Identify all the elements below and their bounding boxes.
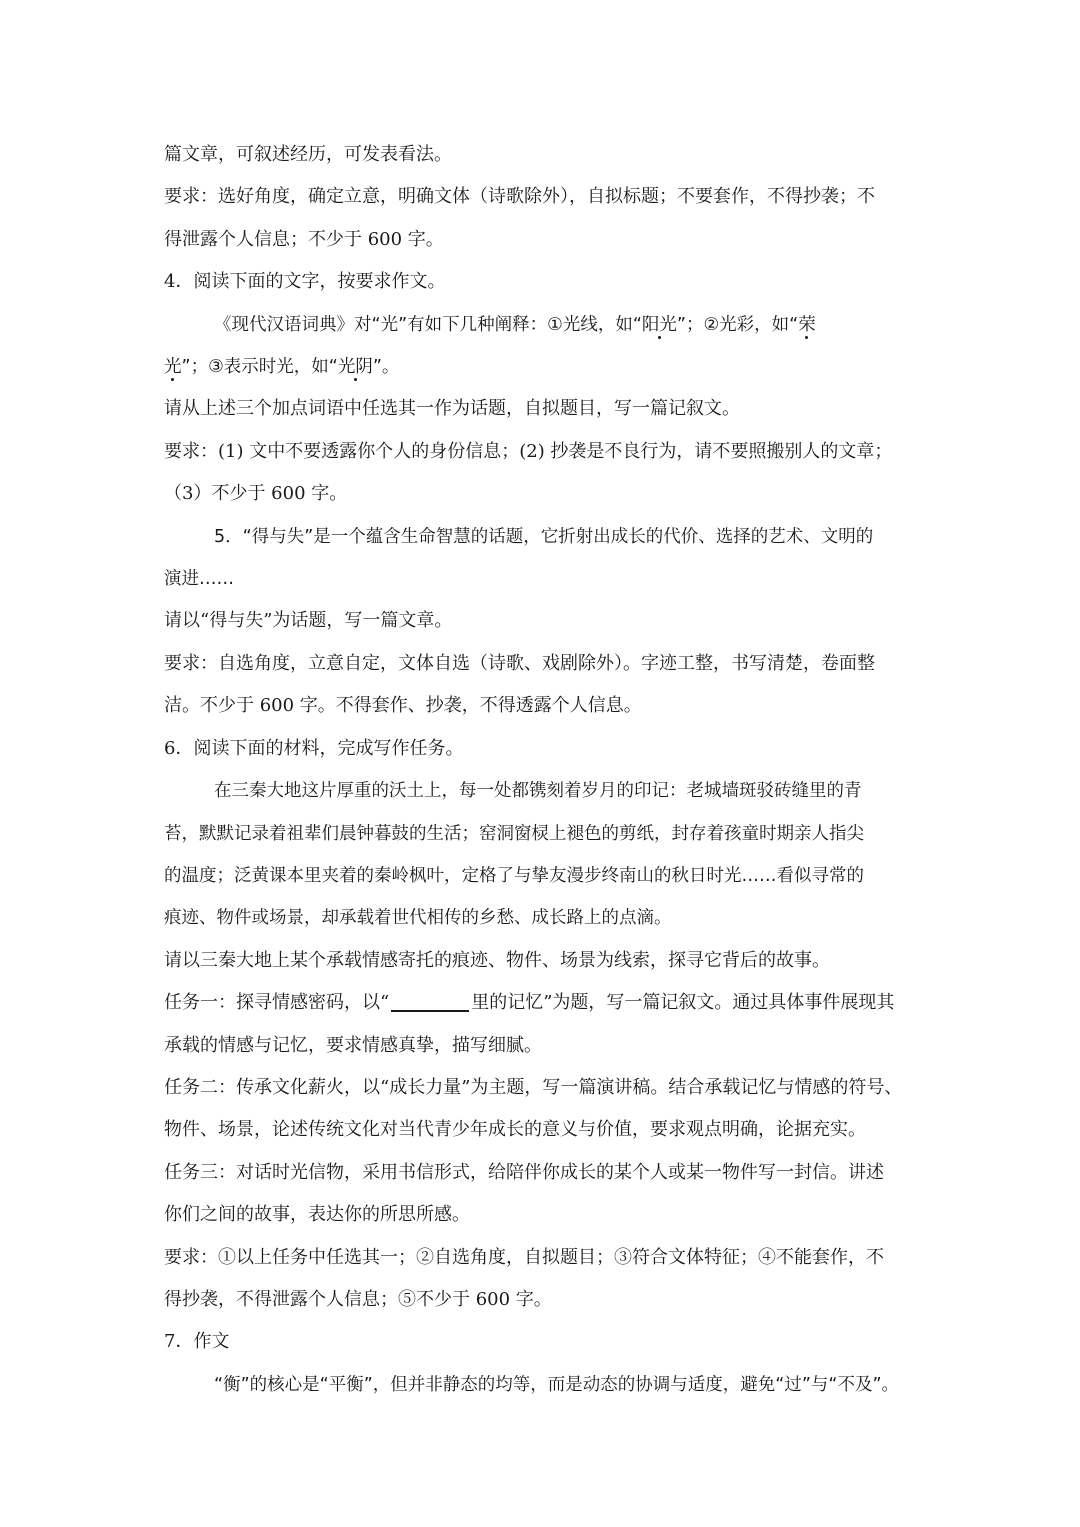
paragraph-line: 要求：(1) 文中不要透露你个人的身份信息；(2) 抄袭是不良行为，请不要照搬别人的文章； (164, 440, 893, 462)
dotted-word-guang: 光 (164, 357, 182, 378)
task-text: 里的记忆”为题，写一篇记叙文。通过具体事件展现其 (471, 992, 895, 1014)
paragraph-line: 请从上述三个加点词语中任选其一作为话题，自拟题目，写一篇记叙文。 (164, 398, 740, 420)
paragraph-line: 演进…… (164, 569, 234, 590)
dictionary-quote-line (164, 346, 924, 388)
question-5-heading: 5．“得与失”是一个蕴含生命智慧的话题，它折射出成长的代价、选择的艺术、文明的 (214, 526, 874, 547)
question-4-heading: 4．阅读下面的文字，按要求作文。 (164, 271, 446, 293)
paragraph-line: 要求：选好角度，确定立意，明确文体（诗歌除外），自拟标题；不要套作，不得抄袭；不 (164, 186, 875, 208)
quote-text: ”；②光彩，如“ (676, 314, 799, 335)
document-page (164, 134, 924, 1406)
material-line: 苔，默默记录着祖辈们晨钟暮鼓的生活；窑洞窗棂上褪色的剪纸，封存着孩童时期亲人指尖 (164, 823, 864, 844)
paragraph-line: （3）不少于 600 字。 (164, 483, 348, 505)
paragraph-line: 请以三秦大地上某个承载情感寄托的痕迹、物件、场景为线索，探寻它背后的故事。 (164, 949, 830, 971)
quote-text: ”；③表示时光，如“ (181, 357, 338, 378)
paragraph-line: 承载的情感与记忆，要求情感真挚，描写细腻。 (164, 1034, 542, 1056)
dotted-word-guangyin: 光阴 (337, 357, 373, 378)
essay-prompt-line: “衡”的核心是“平衡”，但并非静态的均等，而是动态的协调与适度，避免“过”与“不及”。 (214, 1374, 900, 1395)
dotted-word-rong: 荣 (798, 314, 816, 335)
dotted-word-yangguang: 阳光 (641, 314, 677, 335)
paragraph-line: 要求：自选角度，立意自定，文体自选（诗歌、戏剧除外）。字迹工整，书写清楚，卷面整 (164, 652, 875, 674)
material-line: 在三秦大地这片厚重的沃土上，每一处都镌刻着岁月的印记：老城墙斑驳砖缝里的青 (214, 781, 862, 802)
question-7-heading: 7．作文 (164, 1331, 230, 1353)
quote-text: 《现代汉语词典》对“光”有如下几种阐释：①光线，如“ (214, 314, 642, 335)
quote-text: ”。 (372, 357, 400, 378)
paragraph-line: 得抄袭，不得泄露个人信息；⑤不少于 600 字。 (164, 1288, 552, 1310)
paragraph-line: 得泄露个人信息；不少于 600 字。 (164, 228, 444, 250)
paragraph-line: 物件、场景，论述传统文化对当代青少年成长的意义与价值，要求观点明确，论据充实。 (164, 1119, 866, 1141)
task-one-line (164, 982, 924, 1024)
requirements-line: 要求：①以上任务中任选其一；②自选角度，自拟题目；③符合文体特征；④不能套作，不 (164, 1246, 884, 1268)
task-three-line: 任务三：对话时光信物，采用书信形式，给陪伴你成长的某个人或某一物件写一封信。讲述 (164, 1161, 884, 1183)
paragraph-line: 你们之间的故事，表达你的所思所感。 (164, 1204, 470, 1226)
paragraph-line: 篇文章，可叙述经历，可发表看法。 (164, 144, 452, 165)
paragraph-line: 请以“得与失”为话题，写一篇文章。 (164, 610, 453, 632)
question-6-heading: 6．阅读下面的材料，完成写作任务。 (164, 737, 464, 759)
task-two-line: 任务二：传承文化薪火，以“成长力量”为主题，写一篇演讲稿。结合承载记忆与情感的符号、 (164, 1076, 903, 1098)
material-line: 的温度；泛黄课本里夹着的秦岭枫叶，定格了与挚友漫步终南山的秋日时光……看似寻常的 (164, 865, 864, 886)
dictionary-quote-line (164, 304, 924, 346)
material-line: 痕迹、物件或场景，却承载着世代相传的乡愁、成长路上的点滴。 (164, 908, 672, 929)
task-text: 任务一：探寻情感密码，以“ (164, 992, 390, 1014)
paragraph-line: 洁。不少于 600 字。不得套作、抄袭，不得透露个人信息。 (164, 695, 642, 717)
fill-in-blank (391, 990, 469, 1012)
